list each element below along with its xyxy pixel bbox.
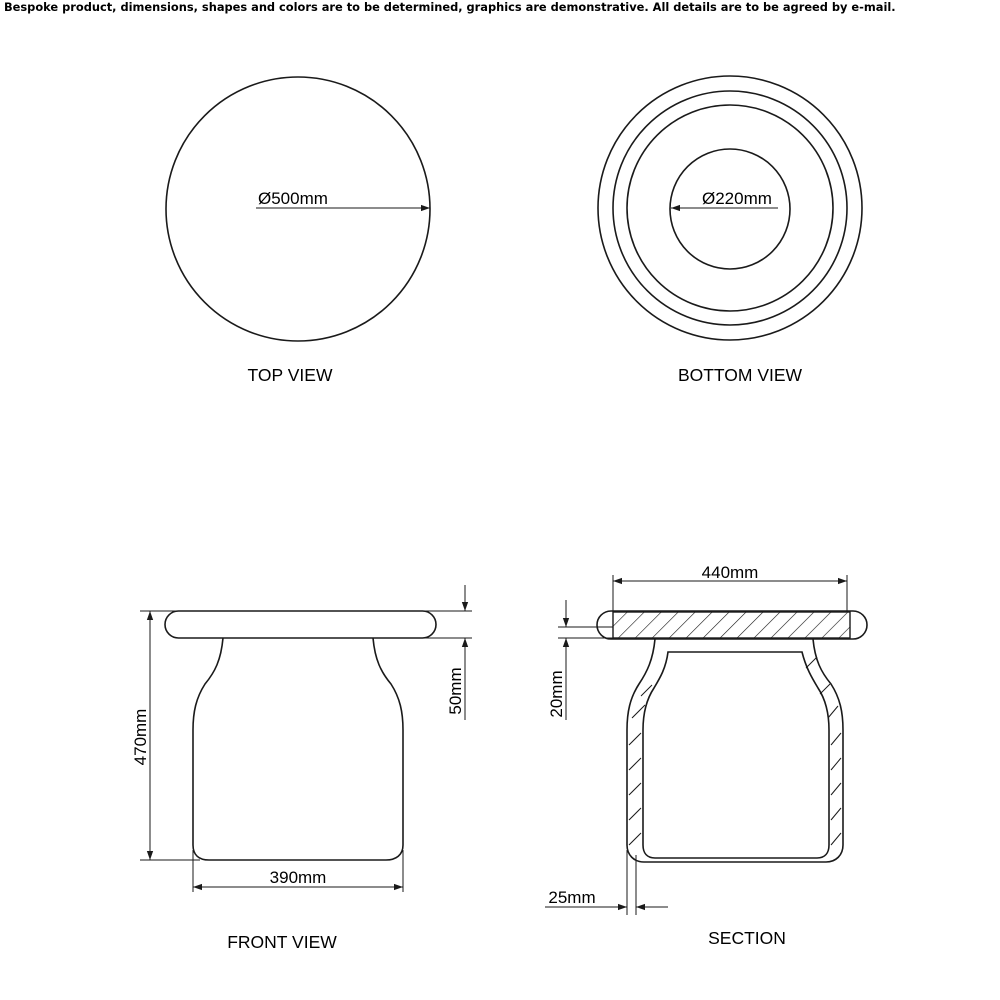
section-caption: SECTION — [708, 928, 786, 948]
section-wall-hatching — [629, 657, 841, 845]
bottom-view-caption: BOTTOM VIEW — [677, 365, 803, 385]
section-body-inner — [643, 652, 829, 858]
bottom-view-diameter-label: Ø220mm — [702, 189, 772, 208]
section-view — [545, 563, 867, 948]
front-view-caption: FRONT VIEW — [227, 932, 337, 952]
front-view-thickness-label: 50mm — [446, 667, 465, 715]
section-width-label: 440mm — [701, 563, 759, 582]
front-view-body — [193, 638, 403, 860]
top-view-diameter-label: Ø500mm — [258, 189, 328, 208]
section-thickness-label: 20mm — [547, 670, 566, 718]
front-view-width-label: 390mm — [269, 868, 327, 887]
front-view-tabletop — [165, 611, 436, 638]
section-wall-label: 25mm — [548, 888, 596, 907]
front-view-height-label: 470mm — [131, 708, 150, 766]
section-tabletop-hatch — [613, 612, 850, 638]
disclaimer-text: Bespoke product, dimensions, shapes and colors are to be determined, graphics are demonstrative. All details are to be agreed by e-mail. — [4, 0, 896, 14]
front-view — [131, 585, 472, 952]
bottom-view-base-circle — [670, 149, 790, 269]
section-body-outer — [627, 639, 843, 862]
top-view-caption: TOP VIEW — [247, 365, 333, 385]
bottom-view — [598, 76, 862, 385]
top-view-outline — [166, 77, 430, 341]
top-view — [166, 77, 430, 385]
